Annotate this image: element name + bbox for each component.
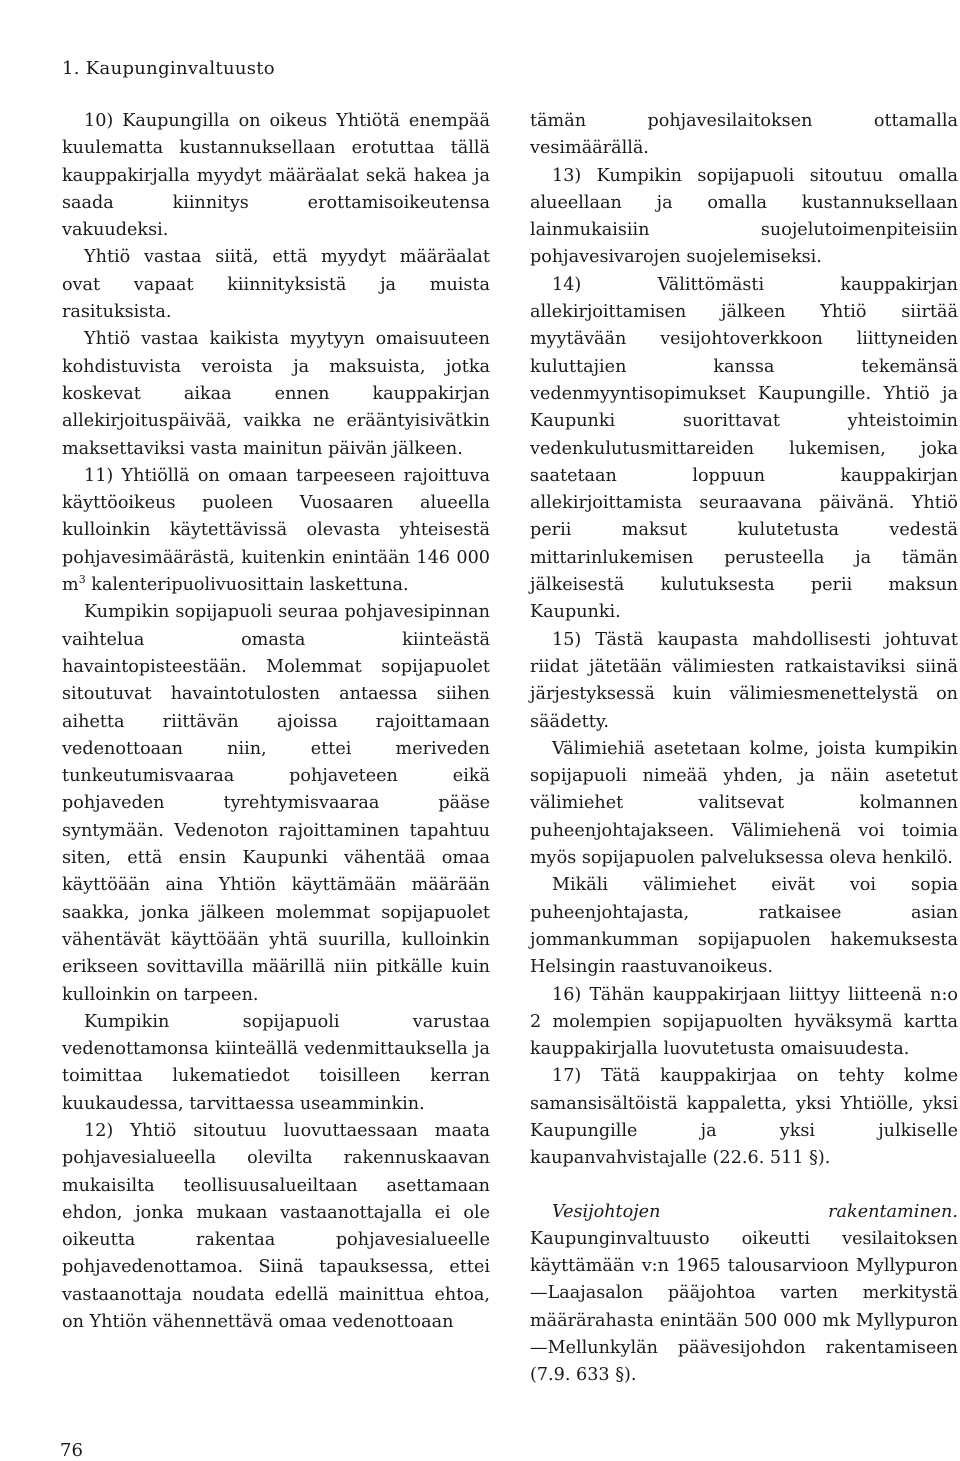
paragraph-11-metering: Kumpikin sopijapuoli varustaa vedenottamonsa kiinteällä vedenmittauksella ja toimittaa lukematiedot toisilleen kerran kuukaudessa, tarvittaessa useamminkin. — [62, 1011, 490, 1114]
water-mains-body: Kaupunginvaltuusto oikeutti vesilaitoksen käyttämään v:n 1965 talousarvioon Myllypuron—Laajasalon pääjohtoa varten merkitystä määrärahasta enintään 500 000 mk Myllypuron—Mellunkylän päävesijohdon rakentamiseen (7.9. 633 §). — [530, 1228, 958, 1386]
paragraph-17: 17) Tätä kauppakirjaa on tehty kolme samansisältöistä kappaletta, yksi Yhtiölle, yksi Kaupungille ja yksi julkiselle kaupanvahvistajalle (22.6. 511 §). — [530, 1066, 958, 1169]
paragraph-11-text-b: kalenteripuolivuosittain laskettuna. — [85, 575, 409, 596]
section-header: 1. Kaupunginvaltuusto — [62, 58, 275, 79]
paragraph-11 — [62, 463, 490, 599]
paragraph-10-encumbrances: Yhtiö vastaa siitä, että myydyt määräalat ovat vapaat kiinnityksistä ja muista rasituksista. — [62, 247, 490, 323]
right-column — [530, 108, 958, 1390]
left-column — [62, 108, 490, 1336]
paragraph-15-arbitrators: Välimiehiä asetetaan kolme, joista kumpikin sopijapuoli nimeää yhden, ja näin asetetut välimiehet valitsevat kolmannen puheenjohtajakseen. Välimiehenä voi toimia myös sopijapuolen palveluksessa oleva henkilö. — [530, 738, 958, 869]
paragraph-15: 15) Tästä kaupasta mahdollisesti johtuvat riidat jätetään välimiesten ratkaistaviksi siinä järjestyksessä kuin välimiesmenettelystä on säädetty. — [530, 629, 958, 732]
paragraph-14: 14) Välittömästi kauppakirjan allekirjoittamisen jälkeen Yhtiö siirtää myytävään vesijohtoverkkoon liittyneiden kuluttajien kanssa tekemänsä vedenmyyntisopimukset Kaupungille. Yhtiö ja Kaupunki suorittavat yhteistoimin vedenkulutusmittareiden lukemisen, joka saatetaan loppuun kauppakirjan allekirjoittamista seuraavana päivänä. Yhtiö perii maksut kulutetusta vedestä mittarinlukemisen perusteella ja tämän jälkeisestä kulutuksesta perii maksun Kaupunki. — [530, 274, 958, 623]
paragraph-16: 16) Tähän kauppakirjaan liittyy liitteenä n:o 2 molempien sopijapuolten hyväksymä kartta kauppakirjalla luovutetusta omaisuudesta. — [530, 984, 958, 1060]
water-mains-title: Vesijohtojen rakentaminen. — [552, 1201, 958, 1222]
paragraph-11-monitoring: Kumpikin sopijapuoli seuraa pohjavesipinnan vaihtelua omasta kiinteästä havaintopisteestään. Molemmat sopijapuolet sitoutuvat havaintotulosten antaessa siihen aihetta riittävän ajoissa rajoittamaan vedenottoaan niin, ettei meriveden tunkeutumisvaaraa pohjaveteen eikä pohjaveden tyrehtymisvaaraa pääse syntymään. Vedenoton rajoittaminen tapahtuu siten, että ensin Kaupunki vähentää omaa käyttöään aina Yhtiön käyttämään määrään saakka, jonka jälkeen molemmat sopijapuolet vähentävät käyttöään yhtä suurilla, kulloinkin erikseen sovittavilla määrillä niin pitkälle kuin kulloinkin on tarpeen. — [62, 602, 490, 1005]
paragraph-10-taxes: Yhtiö vastaa kaikista myytyyn omaisuuteen kohdistuvista veroista ja maksuista, jotka koskevat aikaa ennen kauppakirjan allekirjoituspäivää, vaikka ne erääntyisivätkin maksettaviksi vasta mainitun päivän jälkeen. — [62, 329, 490, 459]
paragraph-15-chair: Mikäli välimiehet eivät voi sopia puheenjohtajasta, ratkaisee asian jommankumman sopijapuolen hakemuksesta Helsingin raastuvanoikeus. — [530, 875, 958, 978]
paragraph-12-continued: tämän pohjavesilaitoksen ottamalla vesimäärällä. — [530, 111, 958, 159]
paragraph-11-superscript: 3 — [78, 573, 86, 587]
paragraph-12: 12) Yhtiö sitoutuu luovuttaessaan maata pohjavesialueella olevilta rakennuskaavan mukaisilta teollisuusalueiltaan asettamaan ehdon, jonka mukaan vastaanottajalla ei ole oikeutta rakentaa pohjavesialueelle pohjavedenottamoa. Siinä tapauksessa, ettei vastaanottaja noudata edellä mainittua ehtoa, on Yhtiön vähennettävä omaa vedenottoaan — [62, 1120, 490, 1333]
paragraph-13: 13) Kumpikin sopijapuoli sitoutuu omalla alueellaan ja omalla kustannuksellaan lainmukaisiin suojelutoimenpiteisiin pohjavesivarojen suojelemiseksi. — [530, 165, 958, 268]
water-mains-paragraph — [530, 1199, 958, 1390]
paragraph-10: 10) Kaupungilla on oikeus Yhtiötä enempää kuulematta kustannuksellaan erotuttaa tällä kauppakirjalla myydyt määräalat sekä hakea ja saada kiinnitys erottamisoikeutensa vakuudeksi. — [62, 111, 490, 241]
page-number: 76 — [60, 1440, 83, 1461]
paragraph-11-text-a: 11) Yhtiöllä on omaan tarpeeseen rajoittuva käyttöoikeus puoleen Vuosaaren alueella kulloinkin käytettävissä olevasta yhteisestä pohjavesimäärästä, kuitenkin enintään 146 000 m — [62, 465, 490, 596]
